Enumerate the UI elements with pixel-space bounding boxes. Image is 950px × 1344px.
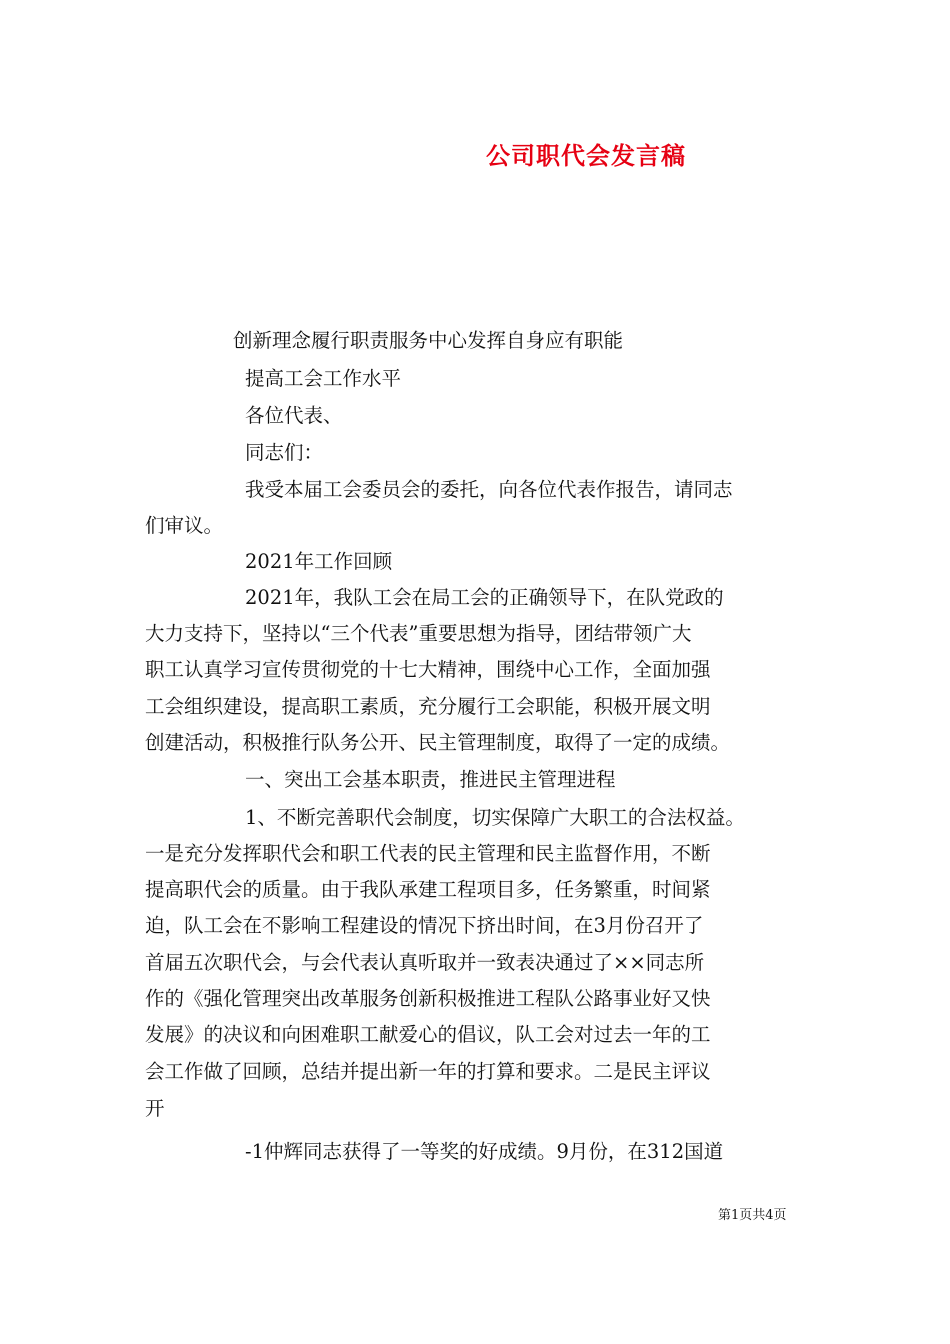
paragraph-line: 2021年，我队工会在局工会的正确领导下，在队党政的 (245, 586, 724, 609)
page-footer: 第1页共4页 (718, 1208, 787, 1223)
paragraph-line: 作的《强化管理突出改革服务创新积极推进工程队公路事业好又快 (145, 987, 711, 1010)
paragraph-line: 提高职代会的质量。由于我队承建工程项目多，任务繁重，时间紧 (145, 878, 711, 901)
section-heading: 一、突出工会基本职责，推进民主管理进程 (245, 768, 616, 791)
section-heading: 2021年工作回顾 (245, 550, 393, 573)
paragraph-line: 会工作做了回顾，总结并提出新一年的打算和要求。二是民主评议 (145, 1060, 711, 1083)
paragraph-line: 我受本届工会委员会的委托，向各位代表作报告，请同志 (245, 478, 733, 501)
paragraph-line: 开 (145, 1097, 165, 1120)
paragraph-line: 大力支持下，坚持以“三个代表”重要思想为指导，团结带领广大 (145, 622, 692, 645)
paragraph-line: 职工认真学习宣传贯彻党的十七大精神，围绕中心工作，全面加强 (145, 658, 711, 681)
heading-line: 创新理念履行职责服务中心发挥自身应有职能 (233, 329, 624, 352)
paragraph-line: 迫，队工会在不影响工程建设的情况下挤出时间，在3月份召开了 (145, 914, 704, 937)
document-title: 公司职代会发言稿 (486, 142, 686, 170)
paragraph-line: 首届五次职代会，与会代表认真听取并一致表决通过了××同志所 (145, 951, 705, 974)
paragraph-line: 一是充分发挥职代会和职工代表的民主管理和民主监督作用，不断 (145, 842, 711, 865)
paragraph-line: 1、不断完善职代会制度，切实保障广大职工的合法权益。 (245, 806, 745, 829)
paragraph-line: 工会组织建设，提高职工素质，充分履行工会职能，积极开展文明 (145, 695, 711, 718)
paragraph-line: 创建活动，积极推行队务公开、民主管理制度，取得了一定的成绩。 (145, 731, 731, 754)
heading-line: 提高工会工作水平 (245, 367, 402, 390)
paragraph-line: 发展》的决议和向困难职工献爱心的倡议，队工会对过去一年的工 (145, 1023, 711, 1046)
salutation-line: 各位代表、 (245, 404, 343, 427)
salutation-line: 同志们： (245, 441, 324, 464)
paragraph-line: 们审议。 (145, 514, 224, 537)
paragraph-line: -1仲辉同志获得了一等奖的好成绩。9月份，在312国道 (245, 1140, 724, 1163)
